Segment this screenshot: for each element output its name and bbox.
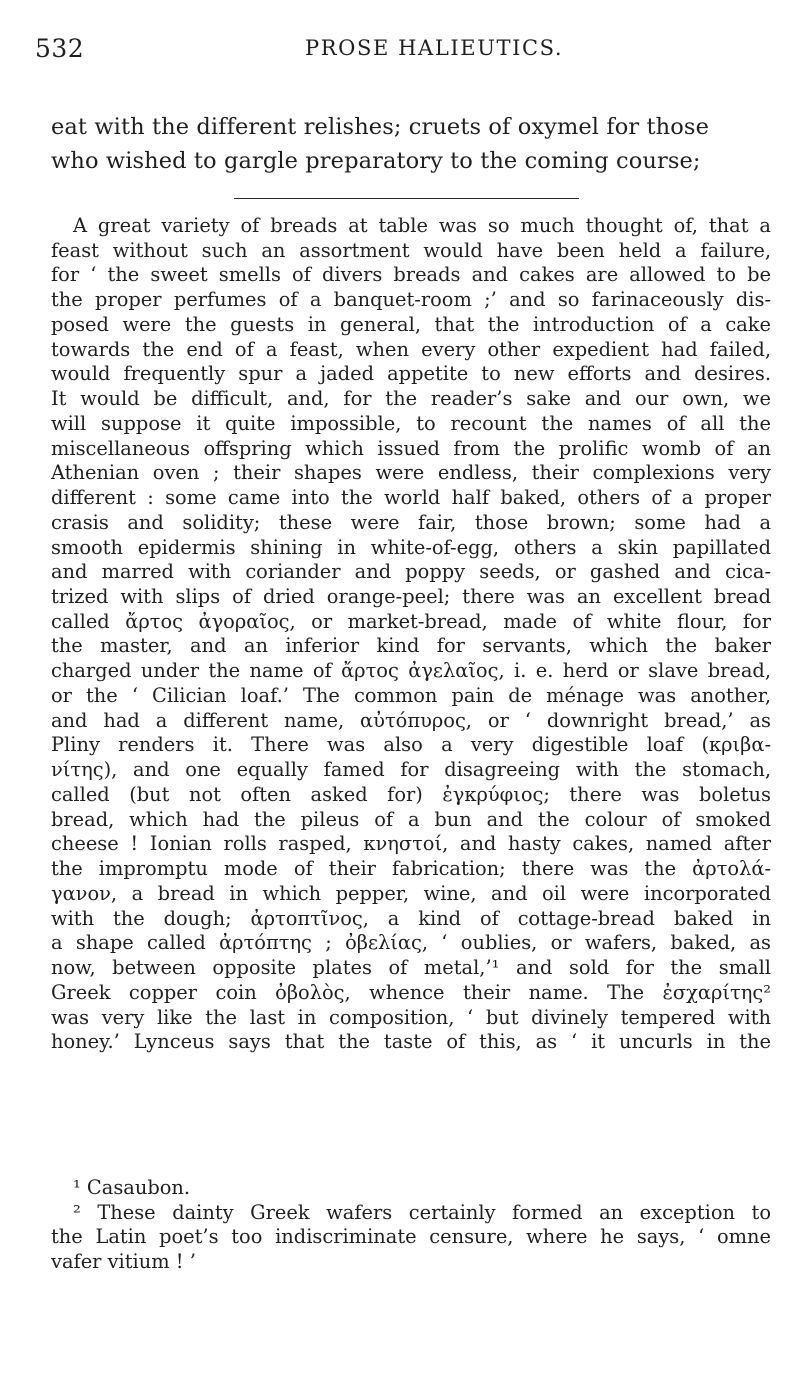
intro-line: eat with the different relishes; cruets of oxymel for those: [51, 114, 709, 140]
page-number: 532: [35, 34, 85, 63]
text-line: for ‘ the sweet smells of divers breads and cakes are allowed to be: [51, 263, 771, 287]
text-line: crasis and solidity; these were fair, those brown; some had a: [51, 510, 771, 534]
text-line: Pliny renders it. There was also a very digestible loaf (κριβα-: [51, 733, 771, 757]
text-line: and had a different name, αὐτόπυρος, or ‘ downright bread,’ as: [51, 708, 771, 732]
footnotes: [51, 1176, 771, 1274]
text-line: or the ‘ Cilician loaf.’ The common pain de ménage was another,: [51, 683, 771, 707]
text-line: and marred with coriander and poppy seeds, or gashed and cica-: [51, 560, 771, 584]
text-line: trized with slips of dried orange-peel; there was an excellent bread: [51, 585, 771, 609]
text-line: feast without such an assortment would have been held a failure,: [51, 238, 771, 262]
running-title: PROSE HALIEUTICS.: [305, 36, 564, 60]
text-line: towards the end of a feast, when every other expedient had failed,: [51, 337, 771, 361]
text-line: posed were the guests in general, that the introduction of a cake: [51, 312, 771, 336]
text-line: νίτης), and one equally famed for disagreeing with the stomach,: [51, 758, 771, 782]
footnote-line: vafer vitium ! ’: [51, 1249, 196, 1273]
running-head: [35, 34, 745, 74]
text-line: cheese ! Ionian rolls rasped, κνηστοί, and hasty cakes, named after: [51, 832, 771, 856]
text-line: a shape called ἀρτόπτης ; ὀβελίας, ‘ oublies, or wafers, baked, as: [51, 931, 771, 955]
text-line: honey.’ Lynceus says that the taste of this, as ‘ it uncurls in the: [51, 1030, 771, 1054]
section-divider: [234, 198, 579, 199]
text-line: A great variety of breads at table was so much thought of, that a: [73, 214, 771, 237]
text-line: Greek copper coin ὀβολὸς, whence their name. The ἐσχαρίτης²: [51, 980, 771, 1004]
text-line: γανον, a bread in which pepper, wine, and oil were incorporated: [51, 881, 771, 905]
text-line: miscellaneous offspring which issued from the prolific womb of an: [51, 436, 771, 460]
intro-text: [51, 110, 771, 178]
text-line: called ἄρτος ἀγοραῖος, or market-bread, made of white flour, for: [51, 609, 771, 633]
footnote-line: the Latin poet’s too indiscriminate censure, where he says, ‘ omne: [51, 1225, 771, 1248]
text-line: the master, and an inferior kind for servants, which the baker: [51, 634, 771, 658]
footnote-line: ² These dainty Greek wafers certainly formed an exception to: [73, 1200, 771, 1224]
text-line: called (but not often asked for) ἐγκρύφιος; there was boletus: [51, 782, 771, 806]
text-line: was very like the last in composition, ‘ but divinely tempered with: [51, 1005, 771, 1029]
text-line: the impromptu mode of their fabrication; there was the ἀρτολά-: [51, 857, 771, 881]
footnote-line: ¹ Casaubon.: [73, 1176, 191, 1199]
text-line: with the dough; ἀρτοπτῖνος, a kind of cottage-bread baked in: [51, 906, 771, 930]
text-line: the proper perfumes of a banquet-room ;’ and so farinaceously dis-: [51, 288, 771, 312]
text-line: charged under the name of ἄρτος ἀγελαῖος, i. e. herd or slave bread,: [51, 659, 771, 683]
text-line: Athenian oven ; their shapes were endless, their complexions very: [51, 461, 771, 485]
body-text: [51, 214, 771, 1055]
intro-line: who wished to gargle preparatory to the coming course;: [51, 148, 701, 174]
text-line: It would be difficult, and, for the reader’s sake and our own, we: [51, 387, 771, 411]
text-line: different : some came into the world half baked, others of a proper: [51, 486, 771, 510]
text-line: would frequently spur a jaded appetite to new efforts and desires.: [51, 362, 771, 386]
text-line: now, between opposite plates of metal,’¹ and sold for the small: [51, 956, 771, 980]
text-line: bread, which had the pileus of a bun and the colour of smoked: [51, 807, 771, 831]
text-line: will suppose it quite impossible, to recount the names of all the: [51, 411, 771, 435]
text-line: smooth epidermis shining in white-of-egg, others a skin papillated: [51, 535, 771, 559]
